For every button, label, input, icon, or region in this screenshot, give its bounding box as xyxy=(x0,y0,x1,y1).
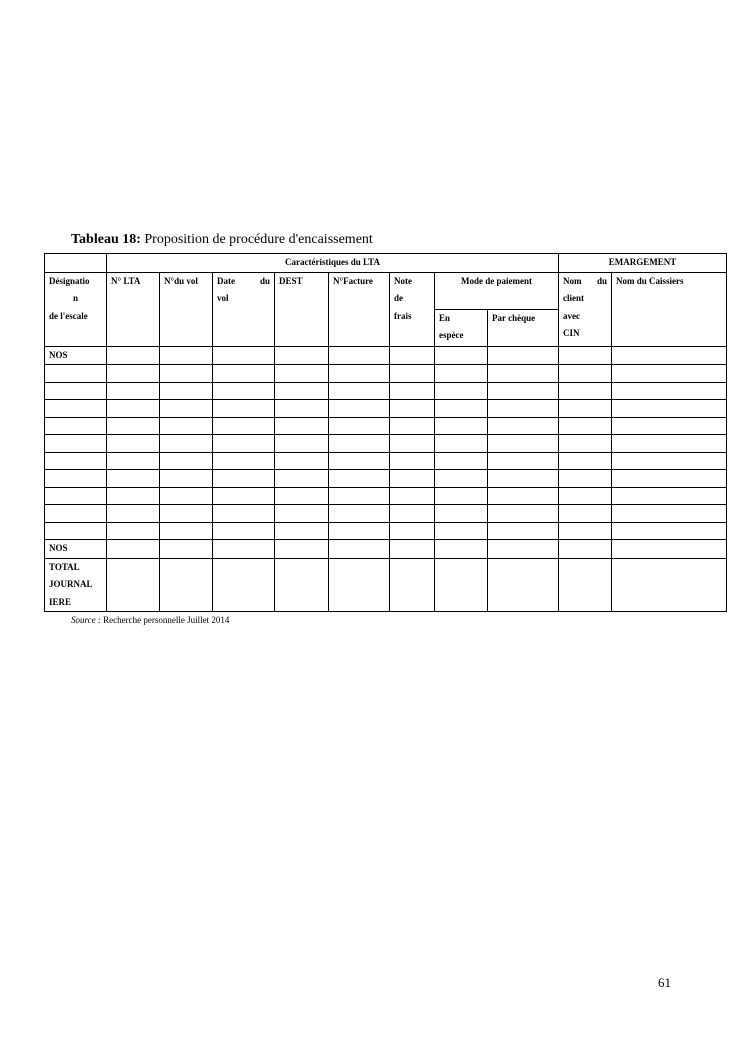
table-cell xyxy=(275,417,329,435)
table-cell xyxy=(275,452,329,470)
table-row xyxy=(45,435,727,453)
table-row xyxy=(45,522,727,540)
total-cell xyxy=(107,558,160,612)
table-cell xyxy=(559,540,612,559)
header-designation xyxy=(45,272,107,346)
header-client-word: client xyxy=(563,293,585,303)
table-cell xyxy=(390,522,435,540)
table-cell xyxy=(612,400,727,418)
table-cell xyxy=(559,417,612,435)
header-par-cheque: Par chèque xyxy=(488,309,559,346)
table-cell xyxy=(160,452,213,470)
header-designation-line3: de l'escale xyxy=(49,310,88,321)
header-n-facture: N°Facture xyxy=(329,272,390,346)
table-row xyxy=(45,382,727,400)
table-cell xyxy=(329,435,390,453)
table-cell xyxy=(390,452,435,470)
table-cell xyxy=(160,382,213,400)
table-cell xyxy=(329,522,390,540)
table-cell xyxy=(107,452,160,470)
empty-corner-cell xyxy=(45,254,107,273)
table-cell xyxy=(45,400,107,418)
table-cell xyxy=(329,417,390,435)
table-cell xyxy=(435,417,488,435)
table-cell xyxy=(559,452,612,470)
table-cell xyxy=(559,382,612,400)
table-cell xyxy=(160,417,213,435)
table-cell xyxy=(329,487,390,505)
table-cell xyxy=(488,346,559,365)
header-n-lta: N° LTA xyxy=(107,272,160,346)
table-cell xyxy=(488,452,559,470)
header-de-word: de xyxy=(394,293,403,303)
table-cell xyxy=(390,470,435,488)
table-cell xyxy=(107,346,160,365)
total-cell xyxy=(390,558,435,612)
table-cell xyxy=(559,435,612,453)
table-row xyxy=(45,540,727,559)
table-cell xyxy=(612,435,727,453)
table-row xyxy=(45,452,727,470)
page-number: 61 xyxy=(658,975,671,990)
table-cell xyxy=(329,346,390,365)
group-header-emargement: EMARGEMENT xyxy=(559,254,727,273)
table-cell xyxy=(435,435,488,453)
table-body xyxy=(45,346,727,558)
table-cell xyxy=(612,382,727,400)
header-date-word: Date xyxy=(217,275,235,286)
total-label-cell xyxy=(45,558,107,612)
total-line1: TOTAL xyxy=(49,561,80,572)
table-cell xyxy=(160,400,213,418)
table-cell xyxy=(435,470,488,488)
table-row xyxy=(45,346,727,365)
table-cell xyxy=(107,540,160,559)
table-cell xyxy=(488,470,559,488)
table-cell xyxy=(488,400,559,418)
table-cell xyxy=(107,400,160,418)
table-cell xyxy=(435,452,488,470)
header-en-espece xyxy=(435,309,488,346)
table-cell xyxy=(390,487,435,505)
table-row xyxy=(45,487,727,505)
table-cell xyxy=(488,417,559,435)
table-cell xyxy=(160,487,213,505)
header-cin-word: CIN xyxy=(563,328,580,338)
table-cell xyxy=(488,540,559,559)
table-cell xyxy=(329,400,390,418)
table-cell xyxy=(488,505,559,523)
table-cell xyxy=(275,346,329,365)
table-cell xyxy=(390,435,435,453)
group-header-lta: Caractéristiques du LTA xyxy=(107,254,559,273)
table-cell xyxy=(612,470,727,488)
table-cell xyxy=(559,505,612,523)
header-nom-client xyxy=(559,272,612,346)
table-cell xyxy=(160,522,213,540)
table-cell xyxy=(160,540,213,559)
table-cell xyxy=(435,400,488,418)
table-cell xyxy=(213,382,275,400)
total-cell xyxy=(329,558,390,612)
table-cell xyxy=(107,487,160,505)
table-cell xyxy=(559,365,612,383)
table-cell xyxy=(612,346,727,365)
table-cell xyxy=(329,540,390,559)
source-label: Source : xyxy=(71,615,101,625)
table-cell xyxy=(213,346,275,365)
table-cell xyxy=(488,382,559,400)
table-cell xyxy=(435,365,488,383)
table-cell xyxy=(213,487,275,505)
caption-text: Proposition de procédure d'encaissement xyxy=(140,232,373,247)
total-cell xyxy=(160,558,213,612)
table-cell xyxy=(45,435,107,453)
table-cell xyxy=(488,487,559,505)
table-cell xyxy=(559,487,612,505)
table-cell xyxy=(107,522,160,540)
header-nom-caissiers: Nom du Caissiers xyxy=(612,272,727,346)
table-cell xyxy=(612,365,727,383)
table-cell xyxy=(45,452,107,470)
header-mode-paiement: Mode de paiement xyxy=(435,272,559,309)
table-caption xyxy=(71,232,373,248)
total-cell xyxy=(488,558,559,612)
table-cell xyxy=(559,400,612,418)
table-cell xyxy=(488,435,559,453)
table-cell xyxy=(160,505,213,523)
table-row xyxy=(45,365,727,383)
table-cell xyxy=(390,540,435,559)
table-cell xyxy=(612,487,727,505)
table-cell xyxy=(612,505,727,523)
header-du-word: du xyxy=(259,275,270,286)
table-cell xyxy=(390,382,435,400)
table-cell xyxy=(612,452,727,470)
table-cell xyxy=(435,522,488,540)
table-cell xyxy=(329,365,390,383)
header-designation-line1: Désignatio xyxy=(49,275,90,286)
table-cell xyxy=(45,522,107,540)
table-cell xyxy=(612,540,727,559)
table-row xyxy=(45,470,727,488)
header-en-word: En xyxy=(439,312,451,323)
table-cell xyxy=(435,487,488,505)
header-frais-word: frais xyxy=(394,310,412,321)
table-cell xyxy=(275,540,329,559)
table-cell xyxy=(213,400,275,418)
table-cell xyxy=(213,365,275,383)
table-cell xyxy=(435,540,488,559)
table-cell: NOS xyxy=(45,346,107,365)
table-cell xyxy=(612,417,727,435)
table-cell xyxy=(107,417,160,435)
total-line3: IERE xyxy=(49,596,72,607)
table-cell xyxy=(488,522,559,540)
table-cell xyxy=(390,365,435,383)
table-cell xyxy=(329,452,390,470)
total-cell xyxy=(213,558,275,612)
table-cell: NOS xyxy=(45,540,107,559)
table-cell xyxy=(45,365,107,383)
table-cell xyxy=(107,470,160,488)
table-cell xyxy=(45,417,107,435)
table-cell xyxy=(45,505,107,523)
header-designation-line2: n xyxy=(72,293,78,303)
table-cell xyxy=(107,505,160,523)
table-cell xyxy=(275,435,329,453)
total-cell xyxy=(435,558,488,612)
table-cell xyxy=(160,346,213,365)
table-cell xyxy=(275,400,329,418)
table-cell xyxy=(213,522,275,540)
header-du2-word: du xyxy=(597,275,608,286)
table-row xyxy=(45,505,727,523)
table-cell xyxy=(435,382,488,400)
table-cell xyxy=(390,346,435,365)
table-cell xyxy=(45,470,107,488)
table-cell xyxy=(275,505,329,523)
table-cell xyxy=(329,470,390,488)
table-cell xyxy=(160,365,213,383)
table-row xyxy=(45,417,727,435)
table-cell xyxy=(107,435,160,453)
table-cell xyxy=(488,365,559,383)
table-cell xyxy=(275,522,329,540)
source-note xyxy=(71,615,229,625)
table-cell xyxy=(45,382,107,400)
total-cell xyxy=(612,558,727,612)
total-cell xyxy=(275,558,329,612)
table-cell xyxy=(213,452,275,470)
header-vol-word: vol xyxy=(217,293,229,303)
table-cell xyxy=(275,365,329,383)
header-note-frais xyxy=(390,272,435,346)
total-line2: JOURNAL xyxy=(49,579,93,589)
table-cell xyxy=(435,346,488,365)
table-cell xyxy=(275,382,329,400)
header-note-word: Note xyxy=(394,275,412,286)
table-cell xyxy=(559,346,612,365)
table-cell xyxy=(107,382,160,400)
table-cell xyxy=(160,435,213,453)
table-cell xyxy=(390,417,435,435)
table-cell xyxy=(213,435,275,453)
caption-label: Tableau 18: xyxy=(71,232,141,247)
total-row xyxy=(45,558,727,612)
table-cell xyxy=(275,470,329,488)
table-cell xyxy=(612,522,727,540)
table-cell xyxy=(559,522,612,540)
source-text: Recherche personnelle Juillet 2014 xyxy=(100,615,230,625)
header-n-vol: N°du vol xyxy=(160,272,213,346)
header-dest: DEST xyxy=(275,272,329,346)
table-cell xyxy=(213,505,275,523)
header-avec-word: avec xyxy=(563,310,581,321)
total-cell xyxy=(559,558,612,612)
table-cell xyxy=(107,365,160,383)
table-cell xyxy=(559,470,612,488)
table-cell xyxy=(160,470,213,488)
table-cell xyxy=(329,382,390,400)
table-row xyxy=(45,400,727,418)
header-nom-word: Nom xyxy=(563,275,582,286)
table-cell xyxy=(329,505,390,523)
table-cell xyxy=(390,505,435,523)
header-espece-word: espèce xyxy=(439,330,464,340)
table-cell xyxy=(213,417,275,435)
table-cell xyxy=(213,470,275,488)
table-cell xyxy=(275,487,329,505)
header-date-vol xyxy=(213,272,275,346)
table-cell xyxy=(213,540,275,559)
table-cell xyxy=(435,505,488,523)
encaissement-table xyxy=(44,253,727,612)
table-cell xyxy=(390,400,435,418)
table-cell xyxy=(45,487,107,505)
